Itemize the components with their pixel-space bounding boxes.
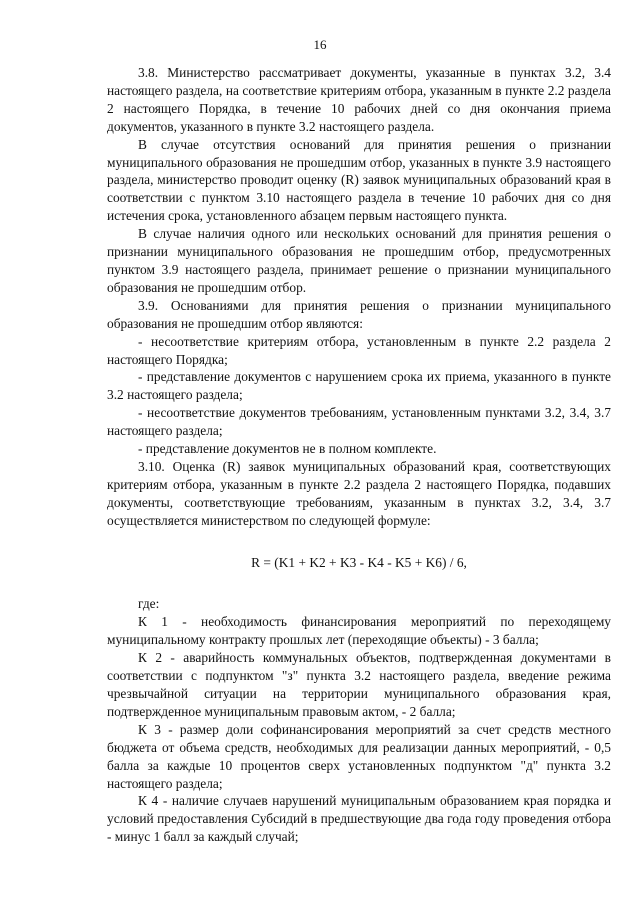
criterion-k4: К 4 - наличие случаев нарушений муниципальным образованием края порядка и условий предоставления Субсидий в предшествующие два года году проведения отбора - минус 1 балл за каждый случай; — [107, 793, 611, 845]
paragraph-no-grounds: В случае отсутствия оснований для принятия решения о признании муниципального образования не прошедшим отбор, указанных в пункте 3.9 настоящего раздела, министерство проводит оценку (R) заявок муниципальных образований края в соответствии с пунктом 3.10 настоящего раздела в течение 10 рабочих дня со дня истечения срока, установленного абзацем первым настоящего пункта. — [107, 136, 611, 224]
paragraph-3-10: 3.10. Оценка (R) заявок муниципальных образований края, соответствующих критериям отбора, указанным в пункте 2.2 раздела 2 настоящего Порядка, подавших документы, соответствующие требованиям, указанным в пунктах 3.2, 3.4, 3.7 осуществляется министерством по следующей формуле: — [107, 458, 611, 528]
formula-where: где: — [138, 596, 160, 612]
paragraph-grounds-present: В случае наличия одного или нескольких оснований для принятия решения о признании муниципального образования не прошедшим отбор, предусмотренных пунктом 3.9 настоящего раздела, принимает решение о признании муниципального образования не прошедшим отбор. — [107, 226, 611, 295]
list-item: - представление документов не в полном комплекте. — [138, 441, 437, 457]
paragraph-3-9: 3.9. Основаниями для принятия решения о признании муниципального образования не прошедшим отбор являются: — [107, 297, 611, 331]
paragraph-3-8: 3.8. Министерство рассматривает документы, указанные в пунктах 3.2, 3.4 настоящего раздела, на соответствие критериям отбора, указанным в пункте 2.2 раздела 2 настоящего Порядка, в течение 10 рабочих дней со дня окончания приема документов, указанного в пункте 3.2 настоящего раздела. — [107, 65, 611, 134]
list-item: - несоответствие критериям отбора, установленным в пункте 2.2 раздела 2 настоящего Порядка; — [107, 333, 611, 367]
list-item: - несоответствие документов требованиям, установленным пунктами 3.2, 3.4, 3.7 настоящего раздела; — [107, 405, 611, 439]
page-number: 16 — [313, 37, 327, 52]
document-body — [107, 64, 611, 846]
criterion-k1: К 1 - необходимость финансирования мероприятий по переходящему муниципальному контракту прошлых лет (переходящие объекты) - 3 балла; — [107, 614, 611, 648]
criterion-k2: К 2 - аварийность коммунальных объектов, подтвержденная документами в соответствии с подпунктом "з" пункта 3.2 настоящего раздела, введение режима чрезвычайной ситуации на территории муниципального образования края, подтвержденное муниципальным правовым актом, - 2 балла; — [107, 650, 611, 719]
list-item: - представление документов с нарушением срока их приема, указанного в пункте 3.2 настоящего раздела; — [107, 369, 611, 403]
criterion-k3: К 3 - размер доли софинансирования мероприятий за счет средств местного бюджета от объема средств, необходимых для реализации данных мероприятий, - 0,5 балла за каждые 10 процентов сверх установленных подпунктом "д" пункта 3.2 настоящего раздела; — [107, 721, 611, 791]
formula: R = (K1 + K2 + K3 - K4 - K5 + K6) / 6, — [251, 554, 467, 570]
